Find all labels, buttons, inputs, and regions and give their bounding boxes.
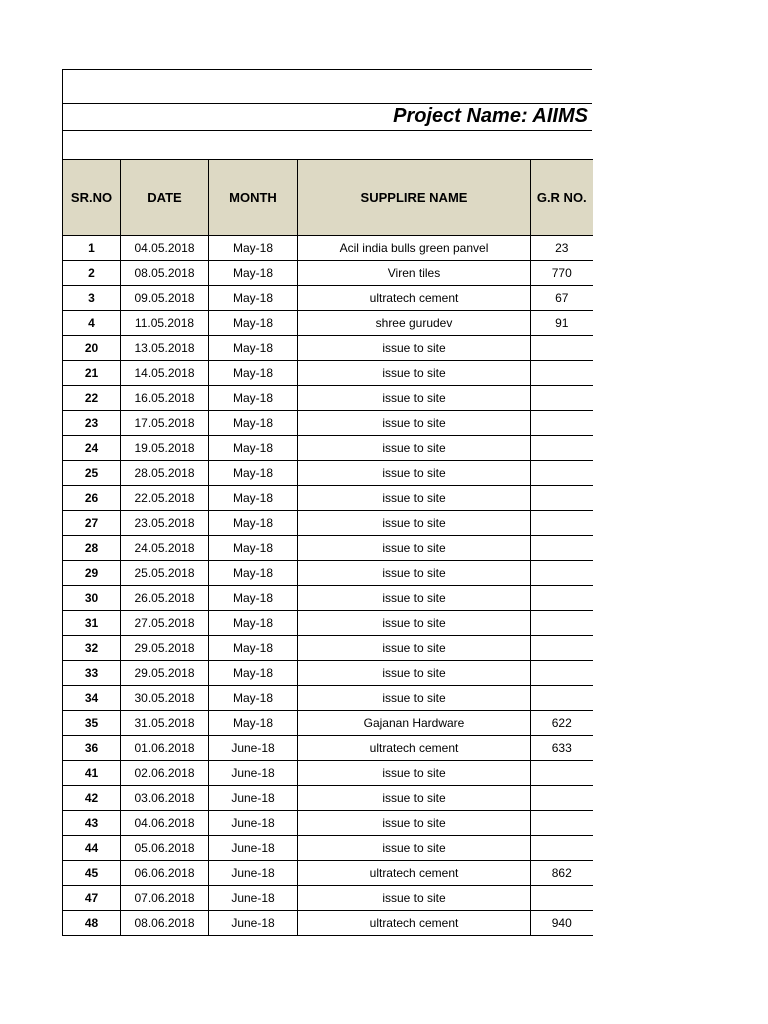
cell-month: May-18	[209, 436, 298, 461]
blank-row-gap	[62, 130, 592, 159]
header-srno: SR.NO	[63, 160, 121, 236]
cell-srno: 41	[63, 761, 121, 786]
cell-date: 07.06.2018	[121, 886, 209, 911]
cell-month: June-18	[209, 786, 298, 811]
cell-supplier-name: issue to site	[298, 336, 531, 361]
cell-gr-no: 23	[531, 236, 593, 261]
cell-supplier-name: issue to site	[298, 836, 531, 861]
cell-srno: 3	[63, 286, 121, 311]
cell-month: June-18	[209, 836, 298, 861]
cell-date: 05.06.2018	[121, 836, 209, 861]
cell-date: 13.05.2018	[121, 336, 209, 361]
header-month: MONTH	[209, 160, 298, 236]
cell-srno: 25	[63, 461, 121, 486]
cell-month: May-18	[209, 636, 298, 661]
cell-srno: 29	[63, 561, 121, 586]
cell-srno: 42	[63, 786, 121, 811]
cell-gr-no	[531, 611, 593, 636]
cell-month: May-18	[209, 711, 298, 736]
cell-date: 31.05.2018	[121, 711, 209, 736]
table-row	[63, 511, 593, 536]
cell-date: 08.05.2018	[121, 261, 209, 286]
table-row	[63, 786, 593, 811]
table-row	[63, 686, 593, 711]
cell-srno: 36	[63, 736, 121, 761]
cell-gr-no: 67	[531, 286, 593, 311]
table-row	[63, 386, 593, 411]
cell-srno: 21	[63, 361, 121, 386]
cell-gr-no	[531, 361, 593, 386]
cell-srno: 24	[63, 436, 121, 461]
cell-gr-no	[531, 811, 593, 836]
cell-gr-no	[531, 561, 593, 586]
table-row	[63, 261, 593, 286]
header-gr-no: G.R NO.	[531, 160, 593, 236]
cell-srno: 1	[63, 236, 121, 261]
cell-date: 24.05.2018	[121, 536, 209, 561]
cell-date: 01.06.2018	[121, 736, 209, 761]
cell-month: June-18	[209, 761, 298, 786]
cell-date: 06.06.2018	[121, 861, 209, 886]
cell-date: 03.06.2018	[121, 786, 209, 811]
cell-month: May-18	[209, 536, 298, 561]
table-row	[63, 911, 593, 936]
cell-gr-no	[531, 636, 593, 661]
cell-gr-no: 622	[531, 711, 593, 736]
cell-month: May-18	[209, 486, 298, 511]
cell-supplier-name: issue to site	[298, 886, 531, 911]
header-supplier-name: SUPPLIRE NAME	[298, 160, 531, 236]
cell-supplier-name: Acil india bulls green panvel	[298, 236, 531, 261]
cell-srno: 26	[63, 486, 121, 511]
cell-date: 17.05.2018	[121, 411, 209, 436]
cell-date: 16.05.2018	[121, 386, 209, 411]
material-register-table	[62, 159, 593, 936]
table-row	[63, 411, 593, 436]
cell-gr-no: 633	[531, 736, 593, 761]
cell-supplier-name: issue to site	[298, 436, 531, 461]
cell-month: June-18	[209, 911, 298, 936]
cell-srno: 34	[63, 686, 121, 711]
cell-date: 04.06.2018	[121, 811, 209, 836]
table-row	[63, 661, 593, 686]
cell-srno: 23	[63, 411, 121, 436]
cell-srno: 45	[63, 861, 121, 886]
cell-date: 28.05.2018	[121, 461, 209, 486]
header-row	[63, 160, 593, 236]
cell-supplier-name: issue to site	[298, 361, 531, 386]
cell-month: May-18	[209, 261, 298, 286]
cell-srno: 31	[63, 611, 121, 636]
header-date: DATE	[121, 160, 209, 236]
cell-gr-no	[531, 461, 593, 486]
cell-gr-no: 91	[531, 311, 593, 336]
spreadsheet-sheet	[62, 69, 592, 936]
table-row	[63, 336, 593, 361]
cell-month: May-18	[209, 336, 298, 361]
table-body	[63, 236, 593, 936]
cell-gr-no: 770	[531, 261, 593, 286]
cell-month: May-18	[209, 411, 298, 436]
cell-supplier-name: issue to site	[298, 461, 531, 486]
cell-supplier-name: issue to site	[298, 511, 531, 536]
cell-supplier-name: issue to site	[298, 586, 531, 611]
cell-month: June-18	[209, 861, 298, 886]
cell-date: 02.06.2018	[121, 761, 209, 786]
cell-srno: 2	[63, 261, 121, 286]
cell-gr-no	[531, 511, 593, 536]
cell-month: May-18	[209, 236, 298, 261]
cell-supplier-name: issue to site	[298, 636, 531, 661]
table-row	[63, 461, 593, 486]
cell-gr-no	[531, 411, 593, 436]
cell-date: 29.05.2018	[121, 661, 209, 686]
cell-gr-no	[531, 761, 593, 786]
table-row	[63, 736, 593, 761]
cell-date: 25.05.2018	[121, 561, 209, 586]
cell-supplier-name: Viren tiles	[298, 261, 531, 286]
table-row	[63, 536, 593, 561]
table-row	[63, 286, 593, 311]
cell-month: June-18	[209, 886, 298, 911]
cell-month: May-18	[209, 286, 298, 311]
cell-srno: 20	[63, 336, 121, 361]
cell-date: 11.05.2018	[121, 311, 209, 336]
table-row	[63, 436, 593, 461]
cell-supplier-name: issue to site	[298, 561, 531, 586]
cell-supplier-name: issue to site	[298, 486, 531, 511]
cell-date: 27.05.2018	[121, 611, 209, 636]
cell-month: June-18	[209, 736, 298, 761]
table-row	[63, 811, 593, 836]
cell-gr-no: 862	[531, 861, 593, 886]
cell-srno: 27	[63, 511, 121, 536]
cell-date: 09.05.2018	[121, 286, 209, 311]
cell-srno: 4	[63, 311, 121, 336]
cell-month: May-18	[209, 511, 298, 536]
cell-srno: 35	[63, 711, 121, 736]
title-row	[62, 103, 592, 130]
cell-supplier-name: issue to site	[298, 811, 531, 836]
cell-gr-no	[531, 486, 593, 511]
cell-supplier-name: issue to site	[298, 661, 531, 686]
cell-supplier-name: issue to site	[298, 411, 531, 436]
cell-date: 19.05.2018	[121, 436, 209, 461]
table-row	[63, 861, 593, 886]
cell-srno: 47	[63, 886, 121, 911]
table-row	[63, 586, 593, 611]
cell-gr-no	[531, 686, 593, 711]
cell-month: June-18	[209, 811, 298, 836]
cell-supplier-name: ultratech cement	[298, 861, 531, 886]
table-row	[63, 836, 593, 861]
cell-month: May-18	[209, 561, 298, 586]
cell-supplier-name: issue to site	[298, 611, 531, 636]
cell-supplier-name: ultratech cement	[298, 286, 531, 311]
cell-gr-no	[531, 586, 593, 611]
cell-month: May-18	[209, 311, 298, 336]
cell-srno: 33	[63, 661, 121, 686]
cell-date: 14.05.2018	[121, 361, 209, 386]
cell-srno: 32	[63, 636, 121, 661]
cell-date: 08.06.2018	[121, 911, 209, 936]
cell-srno: 48	[63, 911, 121, 936]
cell-gr-no	[531, 836, 593, 861]
cell-gr-no	[531, 536, 593, 561]
cell-gr-no	[531, 386, 593, 411]
cell-month: May-18	[209, 386, 298, 411]
table-row	[63, 561, 593, 586]
cell-date: 30.05.2018	[121, 686, 209, 711]
cell-date: 22.05.2018	[121, 486, 209, 511]
project-title: Project Name: AIIMS	[393, 105, 588, 127]
cell-gr-no	[531, 786, 593, 811]
cell-date: 29.05.2018	[121, 636, 209, 661]
cell-gr-no	[531, 336, 593, 361]
cell-gr-no	[531, 436, 593, 461]
cell-date: 23.05.2018	[121, 511, 209, 536]
blank-row-top	[62, 69, 592, 103]
cell-gr-no: 940	[531, 911, 593, 936]
table-row	[63, 761, 593, 786]
cell-srno: 44	[63, 836, 121, 861]
cell-supplier-name: issue to site	[298, 761, 531, 786]
table-row	[63, 886, 593, 911]
cell-month: May-18	[209, 461, 298, 486]
cell-month: May-18	[209, 586, 298, 611]
table-row	[63, 611, 593, 636]
table-row	[63, 236, 593, 261]
cell-gr-no	[531, 886, 593, 911]
cell-month: May-18	[209, 686, 298, 711]
cell-gr-no	[531, 661, 593, 686]
cell-supplier-name: ultratech cement	[298, 736, 531, 761]
cell-supplier-name: issue to site	[298, 786, 531, 811]
cell-month: May-18	[209, 611, 298, 636]
cell-srno: 22	[63, 386, 121, 411]
cell-supplier-name: issue to site	[298, 686, 531, 711]
table-row	[63, 711, 593, 736]
cell-date: 04.05.2018	[121, 236, 209, 261]
cell-supplier-name: issue to site	[298, 386, 531, 411]
cell-month: May-18	[209, 361, 298, 386]
cell-date: 26.05.2018	[121, 586, 209, 611]
cell-supplier-name: Gajanan Hardware	[298, 711, 531, 736]
cell-srno: 43	[63, 811, 121, 836]
cell-month: May-18	[209, 661, 298, 686]
table-row	[63, 311, 593, 336]
table-row	[63, 361, 593, 386]
cell-supplier-name: shree gurudev	[298, 311, 531, 336]
cell-supplier-name: ultratech cement	[298, 911, 531, 936]
table-row	[63, 636, 593, 661]
table-row	[63, 486, 593, 511]
cell-supplier-name: issue to site	[298, 536, 531, 561]
cell-srno: 28	[63, 536, 121, 561]
cell-srno: 30	[63, 586, 121, 611]
